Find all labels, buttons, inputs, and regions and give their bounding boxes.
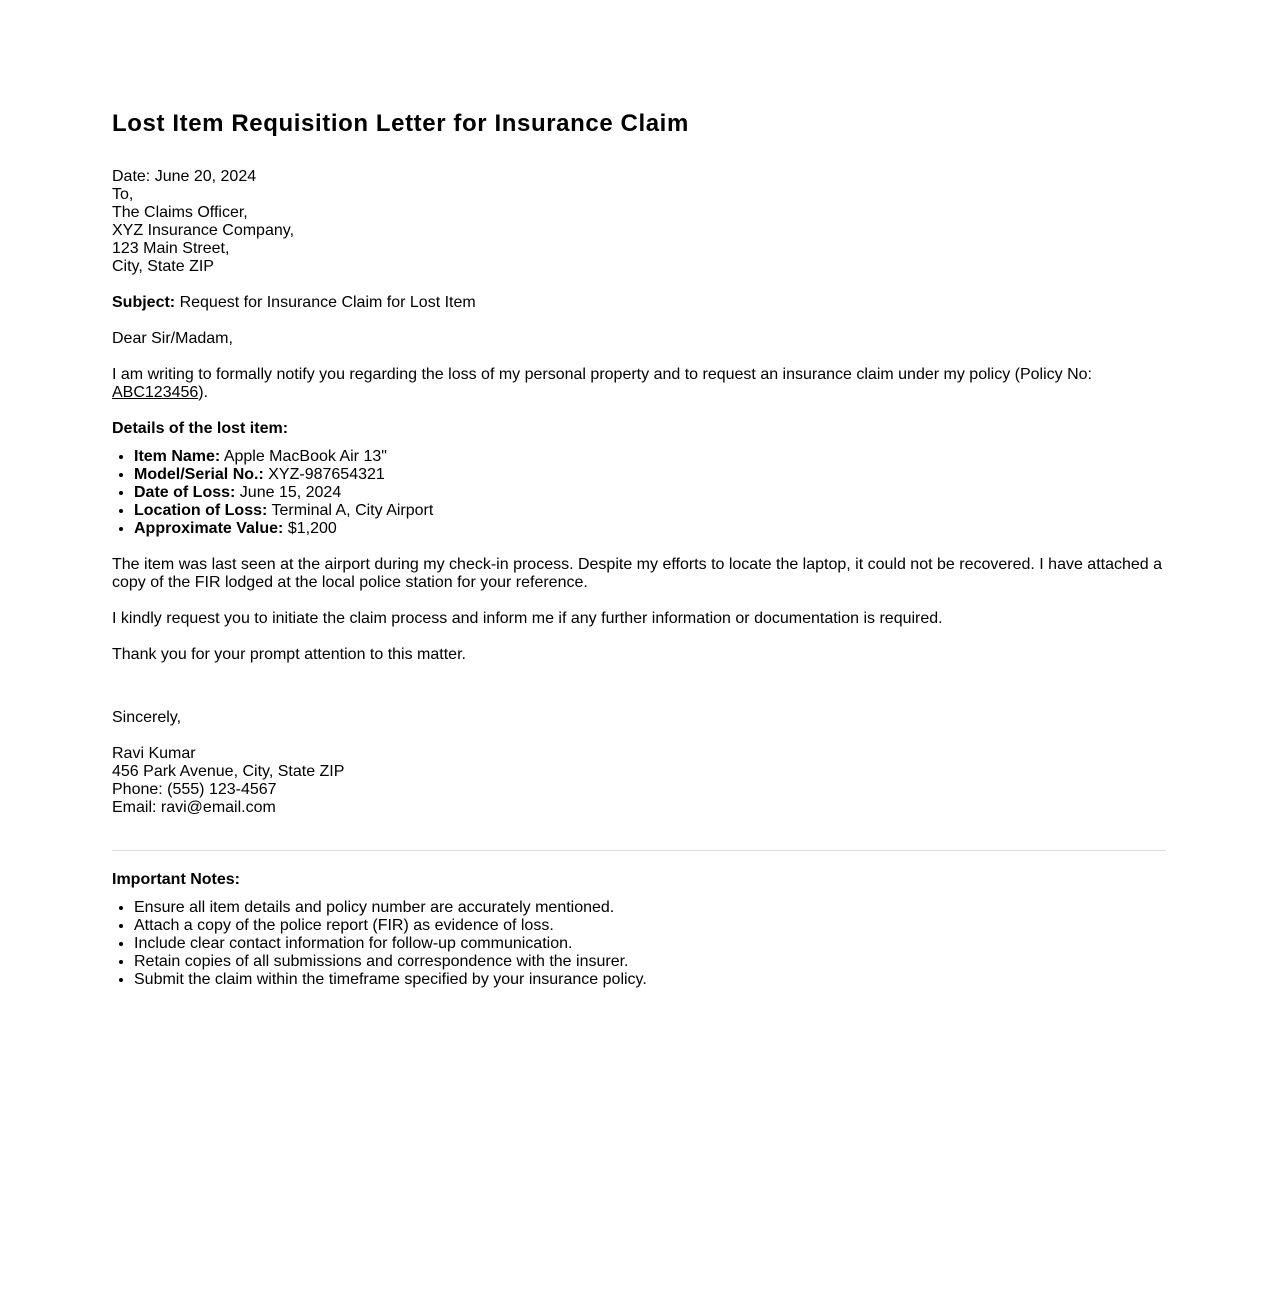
sender-email: Email: ravi@email.com [112, 799, 276, 816]
recipient-line: City, State ZIP [112, 258, 214, 275]
detail-value: XYZ-987654321 [268, 466, 385, 483]
page-title: Lost Item Requisition Letter for Insurance Claim [112, 110, 689, 137]
salutation: Dear Sir/Madam, [112, 330, 233, 347]
list-item [134, 502, 1166, 520]
body-paragraph: I kindly request you to initiate the claim process and inform me if any further information or documentation is required. [112, 610, 943, 627]
list-item: • Attach a copy of the police report (FIR) as evidence of loss. [134, 917, 1166, 935]
letter-date: Date: June 20, 2024 [112, 168, 257, 185]
detail-label: Date of Loss: [134, 484, 236, 501]
notes-list [112, 899, 1166, 989]
list-item: • Ensure all item details and policy number are accurately mentioned. [134, 899, 1166, 917]
sender-phone: Phone: (555) 123-4567 [112, 781, 277, 798]
subject-line [112, 294, 1166, 312]
detail-label: Model/Serial No.: [134, 466, 264, 483]
detail-label: Approximate Value: [134, 520, 284, 537]
notes-heading: Important Notes: [112, 871, 240, 888]
detail-value: Apple MacBook Air 13" [223, 448, 387, 465]
intro-text: I am writing to formally notify you regarding the loss of my personal property and to request an insurance claim under my policy (Policy No: [112, 366, 1092, 383]
list-item [134, 466, 1166, 484]
body-paragraph: The item was last seen at the airport during my check-in process. Despite my efforts to locate the laptop, it could not be recovered. I have attached a copy of the FIR lodged at the local police station for your reference. [112, 556, 1163, 591]
detail-label: Location of Loss: [134, 502, 268, 519]
to-line: To, [112, 186, 134, 203]
list-item [134, 520, 1166, 538]
recipient-block [112, 168, 1166, 276]
list-item [134, 448, 1166, 466]
closing: Sincerely, [112, 709, 182, 726]
list-item: • Retain copies of all submissions and correspondence with the insurer. [134, 953, 1166, 971]
intro-paragraph [112, 366, 1166, 402]
sender-name: Ravi Kumar [112, 745, 196, 762]
recipient-line: 123 Main Street, [112, 240, 230, 257]
recipient-line: XYZ Insurance Company, [112, 222, 295, 239]
detail-value: June 15, 2024 [239, 484, 342, 501]
divider [112, 850, 1166, 851]
list-item [134, 484, 1166, 502]
body-paragraph: Thank you for your prompt attention to this matter. [112, 646, 466, 663]
details-heading: Details of the lost item: [112, 420, 289, 437]
detail-value: Terminal A, City Airport [271, 502, 434, 519]
recipient-line: The Claims Officer, [112, 204, 248, 221]
details-list [112, 448, 1166, 538]
intro-text-end: ). [198, 384, 209, 401]
sender-block [112, 745, 1166, 817]
policy-number: ABC123456 [112, 384, 199, 401]
list-item: • Submit the claim within the timeframe specified by your insurance policy. [134, 971, 1166, 989]
subject-label: Subject: [112, 294, 176, 311]
sender-address: 456 Park Avenue, City, State ZIP [112, 763, 345, 780]
detail-value: $1,200 [287, 520, 337, 537]
detail-label: Item Name: [134, 448, 221, 465]
list-item: • Include clear contact information for follow-up communication. [134, 935, 1166, 953]
subject-text: Request for Insurance Claim for Lost Item [179, 294, 476, 311]
